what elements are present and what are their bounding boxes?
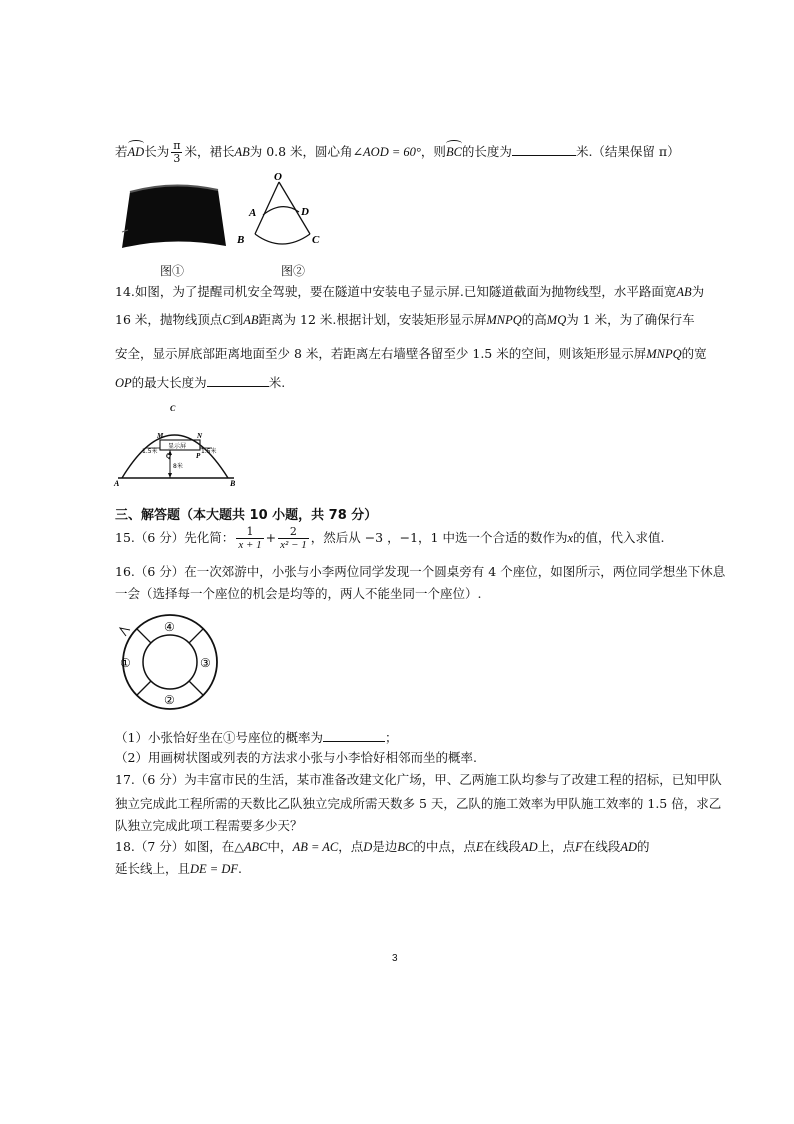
screen-label: 显示屏 xyxy=(168,443,187,450)
triangle-abc: △ABC xyxy=(234,840,268,854)
q18-text: 在线段 xyxy=(582,839,621,854)
figure1-caption: 图① xyxy=(160,264,185,278)
q18-text: 的中点，点 xyxy=(413,839,476,854)
q17-line3: 队独立完成此项工程需要多少天？ xyxy=(115,818,303,833)
segment-ab: AB xyxy=(243,313,259,327)
label-d: D xyxy=(301,206,309,218)
q16-line1: 16.（6 分）在一次郊游中，小张与小李两位同学发现一个圆桌旁有 4 个座位，如图所示，两位同学想坐下休息 xyxy=(115,564,726,579)
right-gap-label: 1.5米 xyxy=(201,448,217,455)
q13-text: 为 0.8 米，圆心角 xyxy=(249,144,353,159)
seat-4: ④ xyxy=(164,620,175,634)
label-p: P xyxy=(196,452,201,460)
q18-text: 中， xyxy=(267,839,293,854)
seat-2: ② xyxy=(164,693,175,707)
rect-mnpq: MNPQ xyxy=(486,313,522,327)
segment-mq: MQ xyxy=(546,313,567,327)
segment-ad: AD xyxy=(620,840,637,854)
page-number: 3 xyxy=(392,953,398,964)
q14-text: 距离为 12 米.根据计划，安装矩形显示屏 xyxy=(258,312,487,327)
segment-ab: AB xyxy=(676,285,692,299)
q13-text: 长为 xyxy=(144,144,170,159)
segment-ad: AD xyxy=(520,840,538,854)
q14-text: 的最大长度为 xyxy=(131,375,207,390)
label-c: C xyxy=(312,234,320,246)
label-m: M xyxy=(157,432,164,440)
q16-text: ； xyxy=(384,730,398,745)
q14-text: 为 xyxy=(691,284,705,299)
height-label: 8米 xyxy=(173,463,183,470)
q17-line1: 17.（6 分）为丰富市民的生活，某市准备改建文化广场，甲、乙两施工队均参与了改建工程的招标，已知甲队 xyxy=(115,772,722,787)
label-b: B xyxy=(237,234,245,246)
segment-bc: BC xyxy=(397,840,414,854)
label-o: O xyxy=(274,171,282,183)
equation-ab-ac: AB = AC xyxy=(292,840,339,854)
q18-text: 18.（7 分）如图，在 xyxy=(115,839,235,854)
seat-1: ① xyxy=(120,656,131,670)
frac-num: 2 xyxy=(278,526,309,539)
q14-line2 xyxy=(115,312,695,328)
plus-sign: + xyxy=(265,530,277,545)
q18-text: 上，点 xyxy=(537,839,576,854)
fraction-2 xyxy=(278,526,309,551)
label-c: C xyxy=(170,404,176,413)
q13-line xyxy=(115,140,680,165)
point-c: C xyxy=(222,313,231,327)
q18-text: 的 xyxy=(637,839,650,854)
q18-line1 xyxy=(115,839,650,855)
q13-text: 米.（结果保留 π） xyxy=(575,144,680,159)
q15-text: 的值，代入求值. xyxy=(573,530,665,545)
q14-text: 14.如图，为了提醒司机安全驾驶，要在隧道中安装电子显示屏.已知隧道截面为抛物线型，水平路面宽 xyxy=(115,284,677,299)
fraction-pi-over-3 xyxy=(171,140,182,165)
arc-ad: AD xyxy=(127,145,145,159)
figure2-caption: 图② xyxy=(281,264,306,278)
q18-text: 在线段 xyxy=(483,839,521,854)
q18-line2 xyxy=(115,861,242,877)
frac-den: 3 xyxy=(173,152,181,165)
section-title: 三、解答题（本大题共 10 小题，共 78 分） xyxy=(115,508,378,523)
answer-blank xyxy=(323,729,385,742)
fraction-1 xyxy=(236,526,263,551)
segment-op: OP xyxy=(115,376,132,390)
label-b: B xyxy=(230,479,236,488)
label-n: N xyxy=(197,432,203,440)
angle-aod: ∠AOD = 60° xyxy=(352,145,421,159)
q16-line2: 一会（选择每一个座位的机会是均等的，两人不能坐同一个座位）. xyxy=(115,586,482,601)
q16-sub1 xyxy=(115,729,397,746)
q18-text: ，点 xyxy=(338,839,364,854)
q18-text: . xyxy=(238,861,243,876)
skirt-photo-figure xyxy=(118,180,228,255)
answer-blank xyxy=(512,143,576,156)
q14-line1 xyxy=(115,284,704,300)
q14-text: 米. xyxy=(268,375,286,390)
q16-text: （1）小张恰好坐在①号座位的概率为 xyxy=(115,730,323,745)
q14-line4 xyxy=(115,374,285,391)
q15-text: ，然后从 −3 ，−1，1 中选一个合适的数作为 xyxy=(310,530,568,545)
point-f: F xyxy=(575,840,583,854)
rect-mnpq: MNPQ xyxy=(646,347,682,361)
arc-bc: BC xyxy=(445,145,462,159)
tunnel-diagram xyxy=(112,402,242,488)
point-e: E xyxy=(475,840,484,854)
frac-den: x + 1 xyxy=(238,539,262,551)
q18-text: 是边 xyxy=(372,839,398,854)
sector-diagram xyxy=(232,168,332,258)
round-table-diagram xyxy=(112,606,222,716)
q14-text: 为 1 米，为了确保行车 xyxy=(566,312,695,327)
q14-text: 16 米，抛物线顶点 xyxy=(115,312,223,327)
frac-den: x² − 1 xyxy=(280,539,307,551)
q14-text: 安全，显示屏底部距离地面至少 8 米，若距离左右墙壁各留至少 1.5 米的空间，则该矩形显示屏 xyxy=(115,346,647,361)
q13-text: 若 xyxy=(115,144,128,159)
point-d: D xyxy=(363,840,373,854)
q18-text: 延长线上，且 xyxy=(115,861,191,876)
segment-ab: AB xyxy=(234,145,250,159)
q14-text: 的高 xyxy=(521,312,547,327)
label-q: Q xyxy=(166,452,172,460)
label-a: A xyxy=(249,207,257,219)
q16-sub2: （2）用画树状图或列表的方法求小张与小李恰好相邻而坐的概率. xyxy=(115,750,477,765)
q15-line xyxy=(115,526,665,551)
variable-x: x xyxy=(567,531,574,545)
q14-text: 的宽 xyxy=(681,346,707,361)
q13-text: 的长度为 xyxy=(461,144,512,159)
label-a: A xyxy=(114,479,120,488)
answer-blank xyxy=(207,374,269,387)
q15-text: 15.（6 分）先化简： xyxy=(115,530,235,545)
seat-3: ③ xyxy=(200,656,211,670)
q14-text: 到 xyxy=(230,312,244,327)
frac-num: 1 xyxy=(236,526,263,539)
q13-text: 米，裙长 xyxy=(184,144,235,159)
q13-text: ，则 xyxy=(420,144,446,159)
frac-num: π xyxy=(173,139,181,152)
q14-line3 xyxy=(115,346,707,362)
q17-line2: 独立完成此工程所需的天数比乙队独立完成所需天数多 5 天，乙队的施工效率为甲队施工效率的 1.5 倍，求乙 xyxy=(115,796,722,811)
left-gap-label: 1.5米 xyxy=(142,448,158,455)
equation-de-df: DE = DF xyxy=(190,862,239,876)
